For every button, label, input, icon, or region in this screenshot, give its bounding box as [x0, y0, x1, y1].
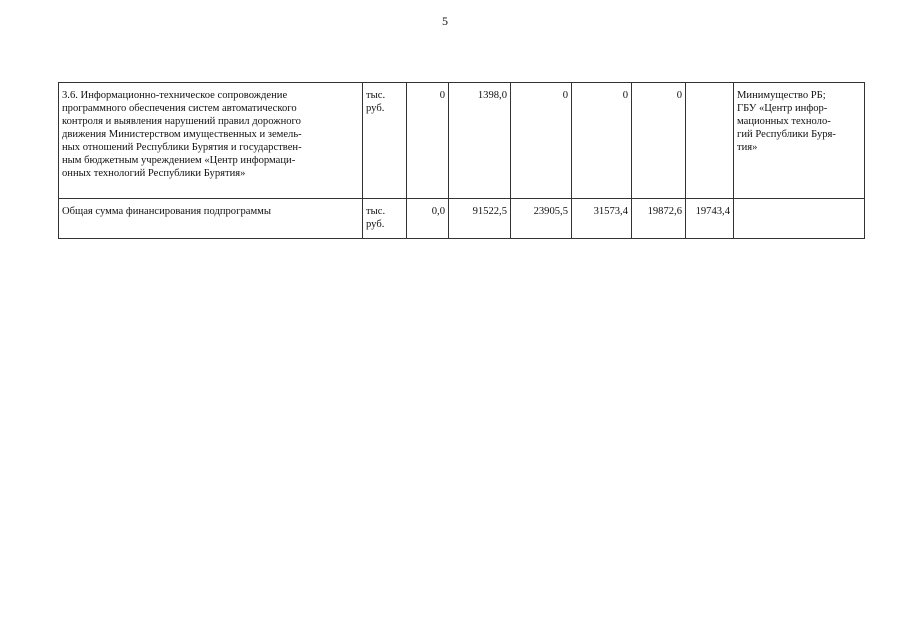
value-cell: [686, 83, 734, 199]
measure-name-line: ных отношений Республики Бурятия и государствен-: [62, 142, 302, 153]
value-cell: 19872,6: [632, 199, 686, 239]
executor-line: Минимущество РБ;: [737, 90, 826, 101]
unit-cell: [363, 199, 407, 239]
unit-line: тыс.: [366, 206, 386, 217]
value-cell: 0,0: [407, 199, 449, 239]
executor-line: мационных техноло-: [737, 116, 831, 127]
unit-line: тыс.: [366, 90, 386, 101]
executor-line: гий Республики Буря-: [737, 129, 836, 140]
page-number: 5: [442, 14, 448, 28]
measure-name-cell: [59, 199, 363, 239]
value-cell: 0: [572, 83, 632, 199]
measure-name-line: ным бюджетным учреждением «Центр информаци-: [62, 155, 296, 166]
financing-table: [58, 82, 865, 239]
value-cell: 31573,4: [572, 199, 632, 239]
measure-name-line: движения Министерством имущественных и земель-: [62, 129, 302, 140]
measure-name-line: онных технологий Республики Бурятия»: [62, 168, 246, 179]
measure-name-line: Общая сумма финансирования подпрограммы: [62, 206, 271, 217]
measure-name-line: 3.6. Информационно-техническое сопровождение: [62, 90, 288, 101]
table-row: [59, 83, 865, 199]
table-row: [59, 199, 865, 239]
unit-line: руб.: [366, 103, 385, 114]
unit-line: руб.: [366, 219, 385, 230]
value-cell: 0: [511, 83, 572, 199]
executor-line: ГБУ «Центр инфор-: [737, 103, 828, 114]
executor-line: тия»: [737, 142, 758, 153]
unit-cell: [363, 83, 407, 199]
value-cell: 91522,5: [449, 199, 511, 239]
measure-name-line: контроля и выявления нарушений правил дорожного: [62, 116, 301, 127]
measure-name-line: программного обеспечения систем автоматического: [62, 103, 297, 114]
measure-name-cell: [59, 83, 363, 199]
value-cell: 0: [632, 83, 686, 199]
value-cell: 23905,5: [511, 199, 572, 239]
executor-cell: [734, 199, 865, 239]
value-cell: 0: [407, 83, 449, 199]
executor-cell: [734, 83, 865, 199]
value-cell: 19743,4: [686, 199, 734, 239]
value-cell: 1398,0: [449, 83, 511, 199]
